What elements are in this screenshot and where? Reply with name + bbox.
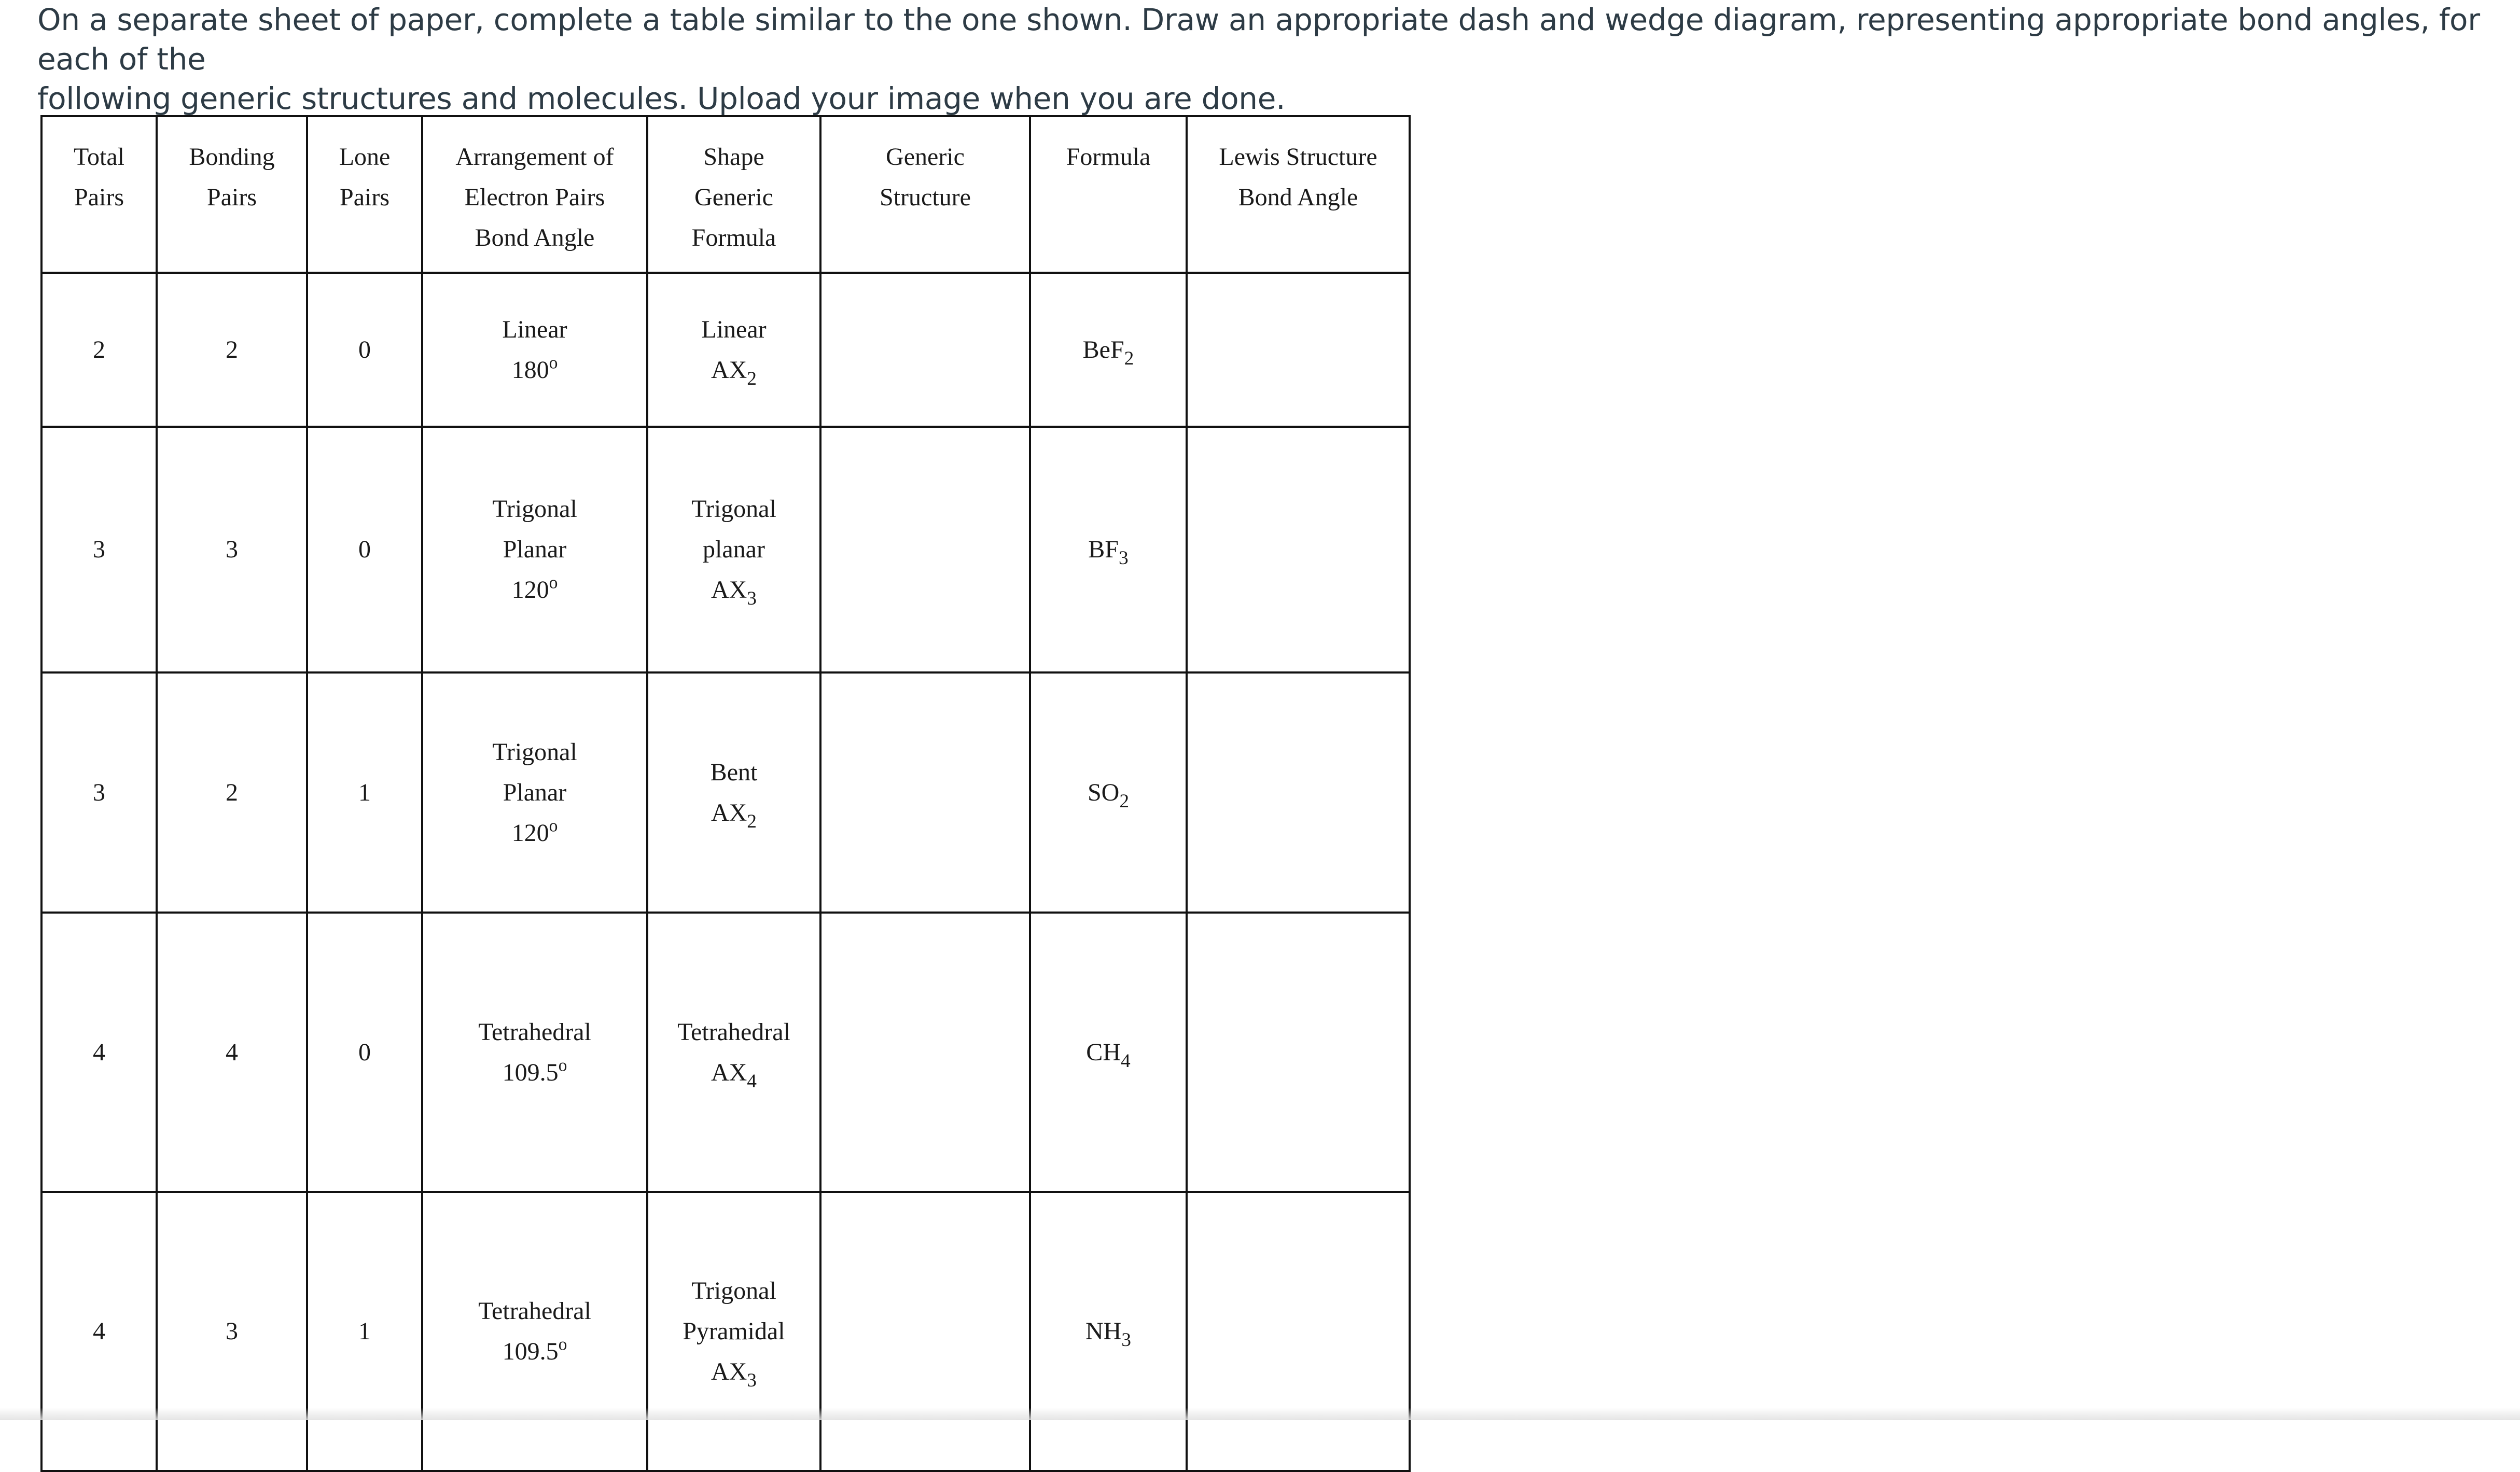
header-formula: Formula — [1030, 116, 1187, 273]
instructions-line-1: On a separate sheet of paper, complete a table similar to the one shown. Draw an appropriate dash and wedge diagram, representing appropriate bond angles, for each of the — [37, 2, 2480, 77]
shape-cell: Trigonal planar $AX_3$ — [647, 427, 820, 672]
total-pairs-cell: 4 — [41, 1192, 157, 1471]
formula-cell: $NH_3$ — [1030, 1192, 1187, 1471]
generic-structure-cell — [820, 672, 1030, 913]
bonding-pairs-cell: 2 — [157, 672, 307, 913]
table-row — [41, 427, 1410, 672]
generic-structure-cell — [820, 427, 1030, 672]
generic-structure-cell — [820, 273, 1030, 427]
generic-structure-cell — [820, 913, 1030, 1192]
header-lone-pairs: Lone Pairs — [307, 116, 422, 273]
total-pairs-cell: 3 — [41, 672, 157, 913]
arrangement-cell: Trigonal Planar 120$^o$ — [422, 672, 647, 913]
header-lewis-structure: Lewis Structure Bond Angle — [1187, 116, 1410, 273]
lone-pairs-cell: 0 — [307, 913, 422, 1192]
lewis-structure-cell — [1187, 427, 1410, 672]
total-pairs-cell: 2 — [41, 273, 157, 427]
formula-cell: BeF$_2$ — [1030, 273, 1187, 427]
generic-structure-cell — [820, 1192, 1030, 1471]
header-generic-structure: Generic Structure — [820, 116, 1030, 273]
header-shape: Shape Generic Formula — [647, 116, 820, 273]
bonding-pairs-cell: 3 — [157, 427, 307, 672]
lewis-structure-cell — [1187, 672, 1410, 913]
bonding-pairs-cell: 4 — [157, 913, 307, 1192]
bonding-pairs-cell: 3 — [157, 1192, 307, 1471]
total-pairs-cell: 4 — [41, 913, 157, 1192]
shape-cell: Trigonal Pyramidal $AX_3$ — [647, 1192, 820, 1471]
lone-pairs-cell: 0 — [307, 427, 422, 672]
lone-pairs-cell: 0 — [307, 273, 422, 427]
arrangement-cell: Tetrahedral 109.5$^o$ — [422, 1192, 647, 1471]
shape-cell: Linear $AX_2$ — [647, 273, 820, 427]
arrangement-cell: Trigonal Planar 120$^o$ — [422, 427, 647, 672]
instructions-text — [37, 0, 2516, 118]
header-row — [41, 116, 1410, 273]
arrangement-cell: Tetrahedral 109.5$^o$ — [422, 913, 647, 1192]
arrangement-cell: Linear 180$^o$ — [422, 273, 647, 427]
shape-cell: Bent $AX_2$ — [647, 672, 820, 913]
formula-cell: $BF_3$ — [1030, 427, 1187, 672]
header-bonding-pairs: Bonding Pairs — [157, 116, 307, 273]
table-row — [41, 913, 1410, 1192]
lewis-structure-cell — [1187, 273, 1410, 427]
lone-pairs-cell: 1 — [307, 1192, 422, 1471]
shape-cell: Tetrahedral $AX_4$ — [647, 913, 820, 1192]
table-row — [41, 1192, 1410, 1471]
vsepr-table — [40, 115, 1411, 1472]
formula-cell: $SO_2$ — [1030, 672, 1187, 913]
total-pairs-cell: 3 — [41, 427, 157, 672]
formula-cell: $CH_4$ — [1030, 913, 1187, 1192]
instructions-line-2: following generic structures and molecules. Upload your image when you are done. — [37, 81, 1286, 116]
lewis-structure-cell — [1187, 913, 1410, 1192]
header-arrangement: Arrangement of Electron Pairs Bond Angle — [422, 116, 647, 273]
header-total-pairs: Total Pairs — [41, 116, 157, 273]
table-row — [41, 273, 1410, 427]
table-row — [41, 672, 1410, 913]
lewis-structure-cell — [1187, 1192, 1410, 1471]
bottom-fade — [0, 1408, 2520, 1420]
lone-pairs-cell: 1 — [307, 672, 422, 913]
bonding-pairs-cell: 2 — [157, 273, 307, 427]
